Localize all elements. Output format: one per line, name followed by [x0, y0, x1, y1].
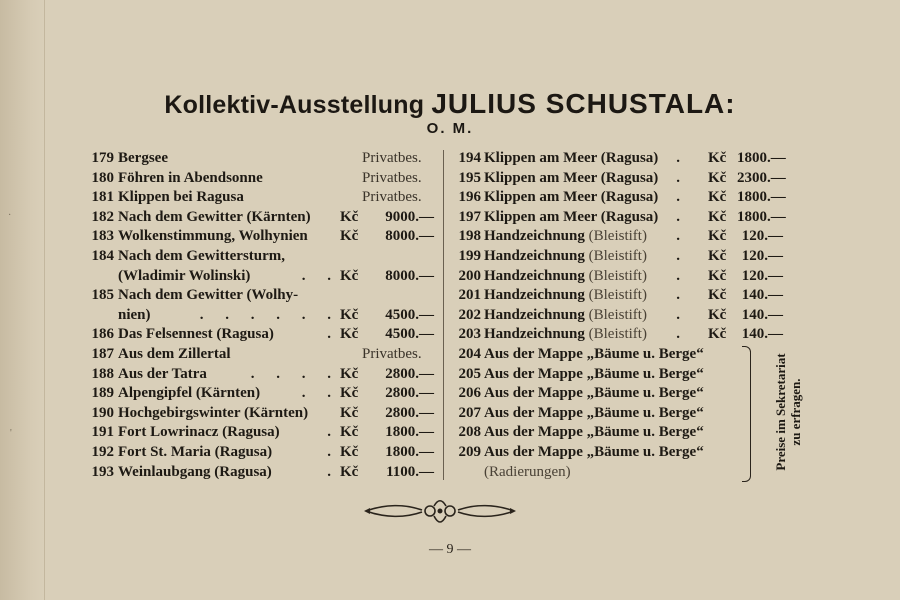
- entry-title-text: Aus der Mappe „Bäume u. Berge“: [484, 346, 704, 362]
- catalog-row: [453, 285, 803, 305]
- entry-medium: (Bleistift): [584, 228, 647, 245]
- entry-title: [118, 246, 285, 266]
- entry-number: 207: [458, 404, 481, 421]
- entry-number: 180: [91, 169, 114, 186]
- entry-title-text: Klippen am Meer (Ragusa): [484, 169, 659, 186]
- entry-leader-dots: .: [327, 463, 340, 480]
- catalog-row: [86, 168, 436, 188]
- entry-number: 193: [91, 463, 114, 480]
- entry-price: 2800.—: [385, 385, 434, 402]
- entry-number: 198: [458, 228, 481, 245]
- entry-title: [118, 305, 151, 325]
- catalog-row: [86, 422, 436, 442]
- entry-title: [484, 403, 704, 423]
- entry-title: [118, 168, 263, 188]
- entry-number: 195: [458, 169, 481, 186]
- entry-currency: Kč: [708, 208, 727, 225]
- entry-title: [118, 422, 280, 442]
- page-number: — 9 —: [429, 542, 471, 557]
- entry-ownership: Privatbes.: [362, 189, 422, 206]
- catalog-row: [86, 403, 436, 423]
- catalog-row: [453, 207, 803, 227]
- title-prefix: Kollektiv-Ausstellung: [164, 91, 425, 119]
- entry-currency: Kč: [340, 326, 359, 343]
- catalog-row: [86, 462, 436, 482]
- entry-price: 9000.—: [385, 208, 434, 225]
- entry-price: 120.—: [741, 248, 783, 264]
- entry-medium: (Bleistift): [584, 306, 647, 323]
- catalog-row: [86, 383, 436, 403]
- entry-title: [118, 324, 274, 344]
- entry-leader-dots: . . . .: [250, 365, 340, 382]
- entry-price: 8000.—: [385, 267, 434, 284]
- entry-title-text: Aus der Mappe „Bäume u. Berge“: [484, 365, 704, 382]
- entry-price: 1800.—: [385, 444, 434, 460]
- entry-title: [118, 344, 231, 364]
- entry-number: 200: [458, 267, 481, 284]
- entry-title: [118, 442, 272, 462]
- entry-title-text: Aus der Mappe „Bäume u. Berge“: [484, 404, 704, 421]
- catalog-row: [86, 344, 436, 364]
- entry-number: 202: [458, 306, 481, 323]
- entry-price: 8000.—: [385, 228, 434, 245]
- catalog-row: [86, 246, 436, 266]
- entry-leader-dots: .: [676, 306, 689, 323]
- entry-title: [484, 266, 647, 286]
- entry-price: 2800.—: [385, 365, 434, 382]
- catalog-row: [86, 364, 436, 384]
- entry-title: [118, 207, 311, 227]
- entry-title: [118, 148, 168, 168]
- entry-leader-dots: .: [676, 267, 689, 284]
- entry-medium: (Bleistift): [584, 248, 647, 264]
- entry-price: 4500.—: [385, 306, 434, 323]
- entry-title-text: Klippen am Meer (Ragusa): [484, 208, 659, 225]
- entry-title-text: Nach dem Gewitter (Kärnten): [118, 208, 311, 225]
- entry-title-text: Wolkenstimmung, Wolhynien: [118, 228, 308, 245]
- catalog-row: [86, 207, 436, 227]
- entry-title: [484, 207, 658, 227]
- entry-leader-dots: .: [676, 150, 689, 166]
- entry-title-text: (Wladimir Wolinski): [118, 267, 251, 284]
- entry-title: [118, 364, 207, 384]
- entry-currency: Kč: [340, 444, 359, 460]
- price-note: [773, 346, 803, 478]
- catalog-row: [453, 266, 803, 286]
- entry-title: [484, 462, 571, 482]
- entry-title-text: Handzeichnung: [484, 228, 585, 245]
- entry-title-text: nien): [118, 306, 151, 323]
- entry-number: 185: [91, 287, 114, 304]
- catalog-row: [453, 148, 803, 168]
- entry-price: 2800.—: [385, 404, 434, 421]
- entry-price: 1800.—: [737, 189, 786, 206]
- entry-title-text: Alpengipfel (Kärnten): [118, 385, 261, 402]
- catalog-row: [453, 305, 803, 325]
- entry-number: 188: [91, 365, 114, 382]
- title-artist: JULIUS SCHUSTALA:: [431, 88, 736, 119]
- entry-number: 184: [91, 248, 114, 264]
- entry-title: [484, 324, 647, 344]
- entry-currency: Kč: [340, 365, 359, 382]
- entry-price: 1800.—: [385, 424, 434, 441]
- margin-mark: ': [10, 428, 12, 439]
- entry-leader-dots: .: [676, 228, 689, 245]
- entry-title-text: Aus der Mappe „Bäume u. Berge“: [484, 385, 704, 402]
- entry-title-text: Aus der Tatra: [118, 365, 207, 382]
- catalog-row: [453, 246, 803, 266]
- entry-price: 1800.—: [737, 208, 786, 225]
- entry-title: [118, 226, 308, 246]
- entry-number: 182: [91, 208, 114, 225]
- entry-title-text: Nach dem Gewittersturm,: [118, 248, 286, 264]
- entry-number: 197: [458, 208, 481, 225]
- entry-title-text: Das Felsennest (Ragusa): [118, 326, 274, 343]
- entry-number: 191: [91, 424, 114, 441]
- catalog-row: [86, 305, 436, 325]
- entry-price: 1100.—: [386, 463, 434, 480]
- entry-currency: Kč: [340, 228, 359, 245]
- entry-leader-dots: . .: [301, 267, 340, 284]
- entry-title: [118, 187, 244, 207]
- catalog-row: [86, 285, 436, 305]
- entry-title-text: Handzeichnung: [484, 326, 585, 343]
- entry-currency: Kč: [708, 287, 727, 304]
- entry-ownership: Privatbes.: [362, 346, 422, 362]
- entry-number: 196: [458, 189, 481, 206]
- entry-title: [484, 422, 704, 442]
- entry-currency: Kč: [340, 463, 359, 480]
- entry-title-text: Handzeichnung: [484, 287, 585, 304]
- entry-leader-dots: .: [676, 326, 689, 343]
- entry-currency: Kč: [708, 306, 727, 323]
- entry-title-text: Nach dem Gewitter (Wolhy-: [118, 287, 299, 304]
- entry-currency: Kč: [708, 169, 727, 186]
- entry-number: 187: [91, 346, 114, 362]
- decorative-ornament: [360, 496, 520, 526]
- entry-title-text: Fort St. Maria (Ragusa): [118, 444, 273, 460]
- entry-title: [484, 187, 658, 207]
- entry-medium: (Bleistift): [584, 267, 647, 284]
- entry-currency: Kč: [340, 267, 359, 284]
- entry-title: [484, 246, 647, 266]
- entry-number: 181: [91, 189, 114, 206]
- entry-price: 120.—: [741, 267, 783, 284]
- entry-title: [484, 285, 647, 305]
- entry-title: [484, 168, 658, 188]
- entry-currency: Kč: [340, 385, 359, 402]
- entry-title: [484, 305, 647, 325]
- entry-number: 190: [91, 404, 114, 421]
- entry-price: 140.—: [741, 326, 783, 343]
- entry-leader-dots: .: [327, 444, 340, 460]
- entry-title: [118, 285, 298, 305]
- entry-title-text: Aus dem Zillertal: [118, 346, 231, 362]
- entry-number: 205: [458, 365, 481, 382]
- price-note-brace: [742, 346, 751, 482]
- entry-price: 140.—: [741, 287, 783, 304]
- entry-medium: (Bleistift): [584, 287, 647, 304]
- entry-number: 183: [91, 228, 114, 245]
- entry-currency: Kč: [340, 208, 359, 225]
- margin-mark: ·: [8, 210, 12, 221]
- entry-title-text: Föhren in Abendsonne: [118, 169, 263, 186]
- entry-title-text: Aus der Mappe „Bäume u. Berge“: [484, 424, 704, 441]
- entry-number: 192: [91, 444, 114, 460]
- catalog-row: [86, 148, 436, 168]
- entry-title: [484, 148, 658, 168]
- entry-price: 2300.—: [737, 169, 786, 186]
- page-title: [0, 88, 900, 120]
- entry-title-text: Bergsee: [118, 150, 168, 166]
- entry-leader-dots: .: [676, 208, 689, 225]
- entry-ownership: Privatbes.: [362, 150, 422, 166]
- entry-title: [484, 442, 704, 462]
- entry-price: 140.—: [741, 306, 783, 323]
- entry-title: [118, 403, 308, 423]
- entry-leader-dots: .: [676, 189, 689, 206]
- entry-title-text: Klippen am Meer (Ragusa): [484, 189, 659, 206]
- price-note-line1: Preise im Sekretariat: [773, 353, 788, 471]
- entry-leader-dots: . .: [301, 385, 340, 402]
- entry-leader-dots: .: [327, 424, 340, 441]
- page-subtitle: O. M.: [426, 120, 474, 137]
- entry-title-text: Klippen am Meer (Ragusa): [484, 150, 659, 166]
- entry-number: 186: [91, 326, 114, 343]
- catalog-row: [86, 324, 436, 344]
- entry-number: 203: [458, 326, 481, 343]
- entry-currency: Kč: [340, 306, 359, 323]
- entry-currency: Kč: [340, 424, 359, 441]
- entry-title-text: Hochgebirgswinter (Kärnten): [118, 404, 309, 421]
- entry-currency: Kč: [708, 150, 727, 166]
- entry-leader-dots: .: [676, 169, 689, 186]
- entry-number: 201: [458, 287, 481, 304]
- catalog-row: [453, 324, 803, 344]
- entry-title-text: Fort Lowrinacz (Ragusa): [118, 424, 280, 441]
- catalog-row: [453, 226, 803, 246]
- catalog-row: [86, 187, 436, 207]
- entry-leader-dots: .: [676, 248, 689, 264]
- entry-leader-dots: .: [676, 287, 689, 304]
- entry-number: 204: [458, 346, 481, 362]
- price-note-line2: zu erfragen.: [788, 378, 803, 446]
- entry-medium: (Radierungen): [484, 463, 571, 480]
- entry-title-text: Handzeichnung: [484, 248, 585, 264]
- entry-number: 179: [91, 150, 114, 166]
- entry-title: [484, 226, 647, 246]
- entry-number: 194: [458, 150, 481, 166]
- catalog-row: [86, 442, 436, 462]
- entry-price: 4500.—: [385, 326, 434, 343]
- entry-title-text: Aus der Mappe „Bäume u. Berge“: [484, 444, 704, 460]
- entry-title: [484, 344, 704, 364]
- entry-medium: (Bleistift): [584, 326, 647, 343]
- entry-number: 208: [458, 424, 481, 441]
- entry-title: [118, 266, 250, 286]
- entry-leader-dots: . . . . . .: [199, 306, 340, 323]
- entry-currency: Kč: [708, 189, 727, 206]
- entry-currency: Kč: [340, 404, 359, 421]
- entry-ownership: Privatbes.: [362, 169, 422, 186]
- entry-title-text: Handzeichnung: [484, 306, 585, 323]
- entry-number: 199: [458, 248, 481, 264]
- entry-title: [484, 383, 704, 403]
- column-divider: [443, 150, 444, 480]
- entry-title-text: Klippen bei Ragusa: [118, 189, 244, 206]
- entry-price: 120.—: [741, 228, 783, 245]
- entry-number: 189: [91, 385, 114, 402]
- entry-title: [118, 383, 260, 403]
- catalog-row: [86, 266, 436, 286]
- entry-number: 206: [458, 385, 481, 402]
- entry-title-text: Weinlaubgang (Ragusa): [118, 463, 272, 480]
- entry-price: 1800.—: [737, 150, 786, 166]
- entry-title: [118, 462, 272, 482]
- entry-leader-dots: .: [327, 326, 340, 343]
- entry-currency: Kč: [708, 248, 727, 264]
- catalog-row: [86, 226, 436, 246]
- catalog-row: [453, 168, 803, 188]
- catalog-row: [453, 187, 803, 207]
- entry-title: [484, 364, 704, 384]
- entry-number: 209: [458, 444, 481, 460]
- entry-currency: Kč: [708, 326, 727, 343]
- entry-title-text: Handzeichnung: [484, 267, 585, 284]
- entry-currency: Kč: [708, 267, 727, 284]
- entry-currency: Kč: [708, 228, 727, 245]
